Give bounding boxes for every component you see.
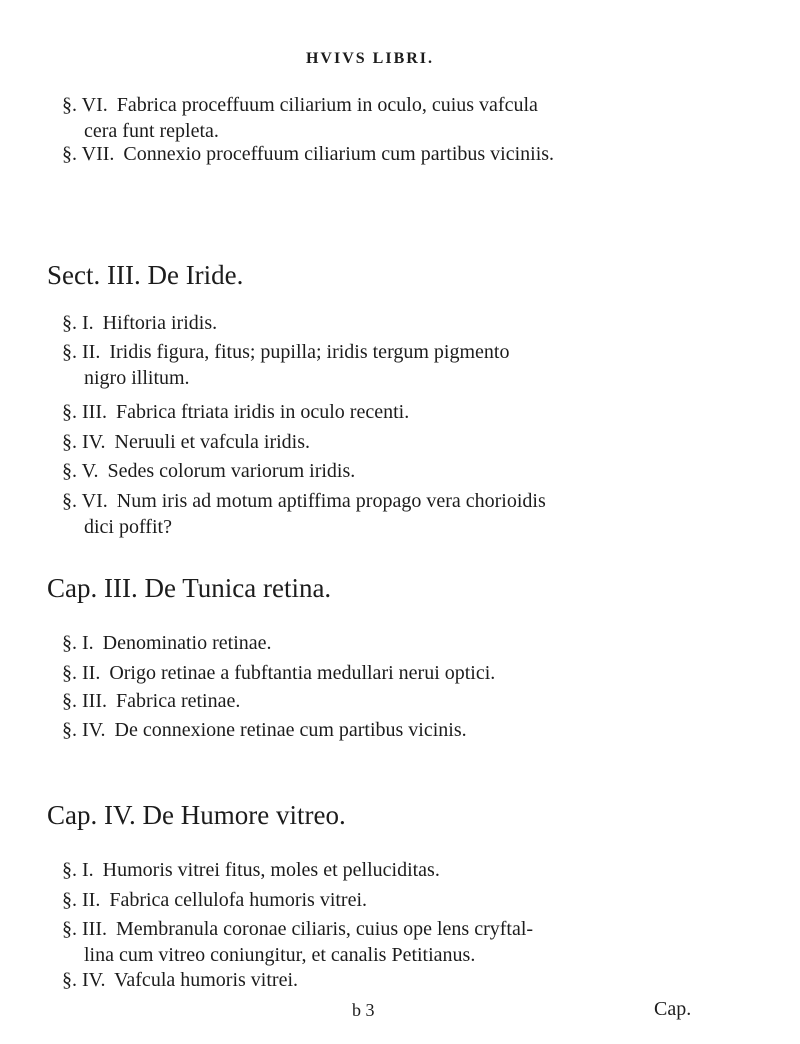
section-number: §. I. [62, 859, 94, 881]
entry-text: Sedes colorum variorum iridis. [107, 460, 356, 482]
toc-entry [62, 887, 742, 913]
section-number: §. IV. [62, 431, 106, 453]
section-number: §. II. [62, 889, 101, 911]
section-number: §. II. [62, 341, 101, 363]
toc-entry [62, 967, 742, 993]
entry-text: Vafcula humoris vitrei. [114, 969, 299, 991]
entry-text: Neruuli et vafcula iridis. [114, 431, 311, 453]
toc-entry [62, 857, 742, 883]
entry-continuation: dici poffit? [84, 516, 172, 538]
toc-entry [62, 458, 742, 484]
toc-entry [62, 310, 742, 336]
section-number: §. VI. [62, 490, 108, 512]
entry-text: Hiftoria iridis. [102, 312, 218, 334]
section-number: §. IV. [62, 719, 106, 741]
section-number: §. III. [62, 918, 107, 940]
section-number: §. VII. [62, 143, 115, 165]
entry-text: Fabrica cellulofa humoris vitrei. [109, 889, 368, 911]
section-heading: Cap. III. De Tunica retina. [47, 573, 332, 603]
section-number: §. V. [62, 460, 99, 482]
section-number: §. VI. [62, 94, 108, 116]
toc-entry [62, 339, 742, 391]
toc-entry [62, 688, 742, 714]
entry-text: Origo retinae a fubftantia medullari nerui optici. [109, 662, 496, 684]
toc-entry [62, 488, 742, 540]
entry-text: Connexio proceffuum ciliarium cum partibus viciniis. [123, 143, 555, 165]
entry-continuation: lina cum vitreo coniungitur, et canalis Petitianus. [84, 944, 476, 966]
section-number: §. IV. [62, 969, 106, 991]
entry-text: Iridis figura, fitus; pupilla; iridis tergum pigmento [109, 341, 510, 363]
toc-entry [62, 717, 742, 743]
catchword: Cap. [654, 998, 692, 1020]
entry-text: Num iris ad motum aptiffima propago vera chorioidis [116, 490, 546, 512]
signature-mark: b 3 [352, 1000, 375, 1020]
toc-entry [62, 92, 742, 144]
section-number: §. I. [62, 312, 94, 334]
entry-text: Humoris vitrei fitus, moles et pelluciditas. [102, 859, 440, 881]
section-number: §. III. [62, 401, 107, 423]
toc-entry [62, 399, 742, 425]
entry-continuation: cera funt repleta. [84, 120, 219, 142]
running-head: HVIVS LIBRI. [305, 50, 435, 67]
toc-entry [62, 660, 742, 686]
section-number: §. I. [62, 632, 94, 654]
entry-text: Denominatio retinae. [102, 632, 272, 654]
entry-text: Membranula coronae ciliaris, cuius ope lens cryftal- [115, 918, 534, 940]
toc-entry [62, 916, 742, 968]
entry-text: Fabrica proceffuum ciliarium in oculo, cuius vafcula [116, 94, 538, 116]
entry-text: De connexione retinae cum partibus vicinis. [114, 719, 467, 741]
section-number: §. III. [62, 690, 107, 712]
entry-text: Fabrica ftriata iridis in oculo recenti. [115, 401, 410, 423]
toc-entry [62, 141, 742, 167]
section-number: §. II. [62, 662, 101, 684]
toc-entry [62, 429, 742, 455]
section-heading: Sect. III. De Iride. [47, 260, 244, 290]
entry-continuation: nigro illitum. [84, 367, 190, 389]
toc-entry [62, 630, 742, 656]
entry-text: Fabrica retinae. [115, 690, 241, 712]
section-heading: Cap. IV. De Humore vitreo. [47, 800, 346, 830]
